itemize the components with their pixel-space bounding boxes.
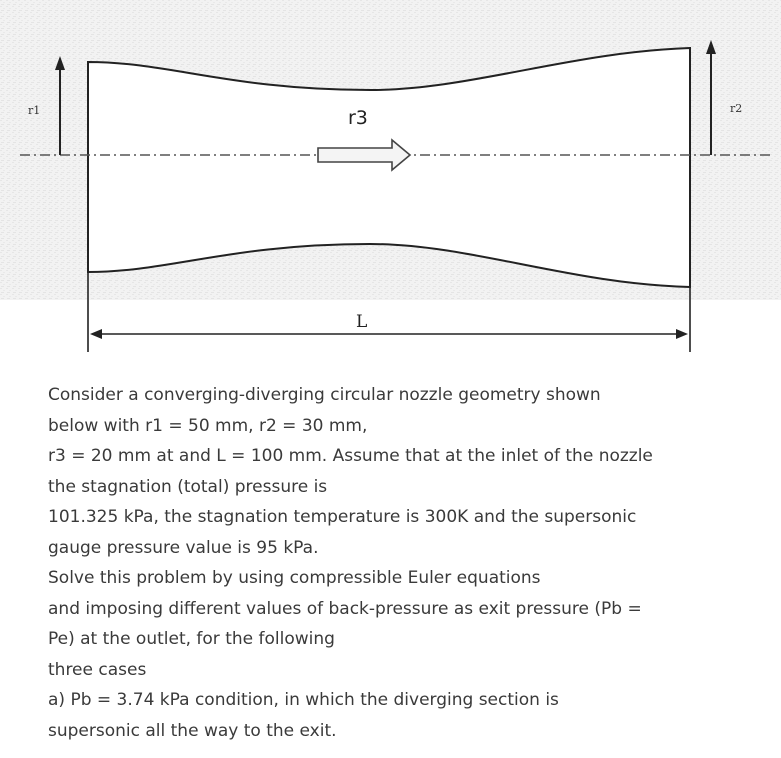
- label-r2: r2: [730, 102, 743, 115]
- length-arrow-left: [90, 329, 102, 339]
- problem-line: gauge pressure value is 95 kPa.: [48, 537, 319, 558]
- length-arrow-right: [676, 329, 688, 339]
- problem-line: a) Pb = 3.74 kPa condition, in which the diverging section is: [48, 690, 559, 710]
- problem-line: r3 = 20 mm at and L = 100 mm. Assume that at the inlet of the nozzle: [48, 446, 653, 466]
- label-r1: r1: [28, 104, 41, 117]
- problem-line: the stagnation (total) pressure is: [48, 476, 328, 497]
- problem-line: Solve this problem by using compressible Euler equations: [48, 568, 541, 588]
- problem-line: Pe) at the outlet, for the following: [48, 629, 335, 649]
- problem-line: and imposing different values of back-pressure as exit pressure (Pb =: [48, 598, 642, 619]
- problem-line: Consider a converging-diverging circular nozzle geometry shown: [48, 385, 601, 405]
- problem-line: 101.325 kPa, the stagnation temperature is 300K and the supersonic: [48, 507, 637, 527]
- nozzle-diagram: [0, 0, 781, 370]
- label-r3: r3: [348, 107, 368, 129]
- problem-line: three cases: [48, 659, 147, 680]
- problem-statement: [48, 380, 748, 746]
- problem-line: supersonic all the way to the exit.: [48, 720, 337, 741]
- label-length: L: [356, 312, 368, 332]
- problem-line: below with r1 = 50 mm, r2 = 30 mm,: [48, 415, 368, 436]
